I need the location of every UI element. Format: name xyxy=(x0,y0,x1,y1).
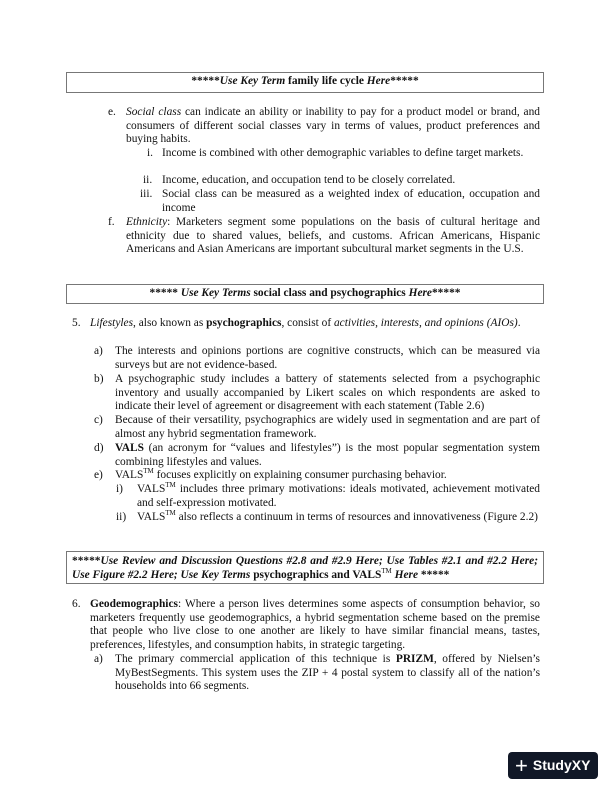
box-text: Use Review and Discussion Questions #2.8 and #2.9 Here; Use Tables #2.1 and #2.2 Here; Use Figure #2.2 Here; Use Key Terms xyxy=(72,555,538,581)
box-text: psychographics and VALS xyxy=(250,568,382,581)
list-marker: iii. xyxy=(140,188,153,200)
box-text: Here xyxy=(366,75,391,87)
box-text: Here xyxy=(391,568,421,581)
list-item: Because of their versatility, psychographics are widely used in segmentation and are part of almost any hybrid segmentation framework. xyxy=(115,414,540,440)
review-questions-box xyxy=(66,551,544,584)
list-item xyxy=(137,483,540,510)
list-item: Social class can be measured as a weighted index of education, occupation and income xyxy=(162,188,540,214)
item-text: : Where a person lives determines some aspects of consumption behavior, so marketers frequently use geodemographics, a hybrid segmentation scheme based on the premise that people who live close to one another are likely to have similar financial means, tastes, preferences, lifestyles, and consumption habits, in strategic targeting. xyxy=(90,598,540,651)
item-text: , also known as xyxy=(133,317,207,329)
term: Ethnicity xyxy=(126,216,168,228)
key-term-box-social-class xyxy=(66,284,544,304)
trademark: TM xyxy=(165,509,176,517)
list-marker: c) xyxy=(94,414,103,426)
item-text: (an acronym for “values and lifestyles”) is the most popular segmentation system combining lifestyles and values. xyxy=(115,442,540,468)
list-item-ethnicity xyxy=(126,216,540,257)
item-text: , consist of xyxy=(281,317,334,329)
list-item xyxy=(137,511,540,525)
list-marker: f. xyxy=(108,216,115,228)
list-item-prizm xyxy=(115,653,540,694)
list-item: Income is combined with other demographic variables to define target markets. xyxy=(162,147,524,159)
term: VALS xyxy=(115,442,144,454)
term: VALS xyxy=(137,511,166,523)
list-item-social-class xyxy=(126,106,540,147)
box-text: ***** xyxy=(431,287,461,299)
list-marker: d) xyxy=(94,442,104,454)
item-text: , offered by Nielsen’s MyBestSegments. This system uses the ZIP + 4 postal system to classify all of the nation’s households into 66 segments. xyxy=(115,653,540,693)
term: Social class xyxy=(126,106,182,118)
term: psychographics xyxy=(206,317,282,329)
list-marker: b) xyxy=(94,373,104,385)
term: VALS xyxy=(115,469,144,481)
list-item-lifestyles xyxy=(90,317,540,331)
item-text: focuses explicitly on explaining consumer purchasing behavior. xyxy=(153,469,447,481)
badge-label: StudyXY xyxy=(532,756,591,773)
term: PRIZM xyxy=(395,653,434,665)
list-marker: e) xyxy=(94,469,103,481)
list-item: The interests and opinions portions are cognitive constructs, which can be measured via surveys but are not evidence-based. xyxy=(115,345,540,371)
item-text: . xyxy=(517,317,521,329)
list-item: A psychographic study includes a battery of statements selected from a psychographic inventory and usually accompanied by Likert scales on which respondents are asked to indicate their level of agreement or disagreement with each statement (Table 2.6) xyxy=(115,373,540,413)
box-text: ***** xyxy=(149,287,181,299)
box-text: family life cycle xyxy=(285,75,367,87)
trademark: TM xyxy=(381,566,392,575)
box-text: Use Key Term xyxy=(219,75,286,87)
list-marker: i) xyxy=(116,483,123,495)
item-text: includes three primary motivations: ideals motivated, achievement motivated and self-expression motivated. xyxy=(137,483,540,509)
trademark: TM xyxy=(143,467,154,475)
list-item-geodemographics xyxy=(90,598,540,652)
item-text: also reflects a continuum in terms of resources and innovativeness (Figure 2.2) xyxy=(175,511,538,523)
list-marker: i. xyxy=(147,147,154,159)
box-text: ***** xyxy=(390,75,419,87)
item-text: can indicate an ability or inability to pay for a product model or brand, and consumers of different social classes vary in terms of values, product preferences and buying habits. xyxy=(126,106,540,146)
term: Lifestyles xyxy=(90,317,134,329)
list-marker: 5. xyxy=(72,317,81,329)
list-marker: a) xyxy=(94,653,103,665)
list-item xyxy=(115,469,540,483)
list-marker: e. xyxy=(108,106,116,118)
box-text: ***** xyxy=(420,568,450,581)
studyxy-badge[interactable] xyxy=(508,752,598,779)
term: Geodemographics xyxy=(90,598,178,610)
list-marker: ii) xyxy=(116,511,127,523)
box-text: social class and psychographics xyxy=(250,287,409,299)
term: activities, interests, and opinions (AIOs) xyxy=(333,317,518,329)
plus-icon: + xyxy=(515,752,528,778)
item-text: : Marketers segment some populations on the basis of cultural heritage and ethnicity due to shared values, beliefs, and customs. African Americans, Hispanic Americans and Asian Americans are important subcultural market segments in the U.S. xyxy=(126,216,540,256)
list-marker: ii. xyxy=(143,174,153,186)
box-text: Here xyxy=(408,287,432,299)
key-term-box-family-life-cycle xyxy=(66,72,544,93)
trademark: TM xyxy=(165,481,176,489)
term: VALS xyxy=(137,483,166,495)
list-marker: a) xyxy=(94,345,103,357)
box-text: ***** xyxy=(72,555,101,567)
box-text: ***** xyxy=(191,75,220,87)
list-item-vals xyxy=(115,442,540,469)
item-text: The primary commercial application of this technique is xyxy=(115,653,396,665)
list-marker: 6. xyxy=(72,598,81,610)
box-text: Use Key Terms xyxy=(180,287,251,299)
list-item: Income, education, and occupation tend to be closely correlated. xyxy=(162,174,456,186)
